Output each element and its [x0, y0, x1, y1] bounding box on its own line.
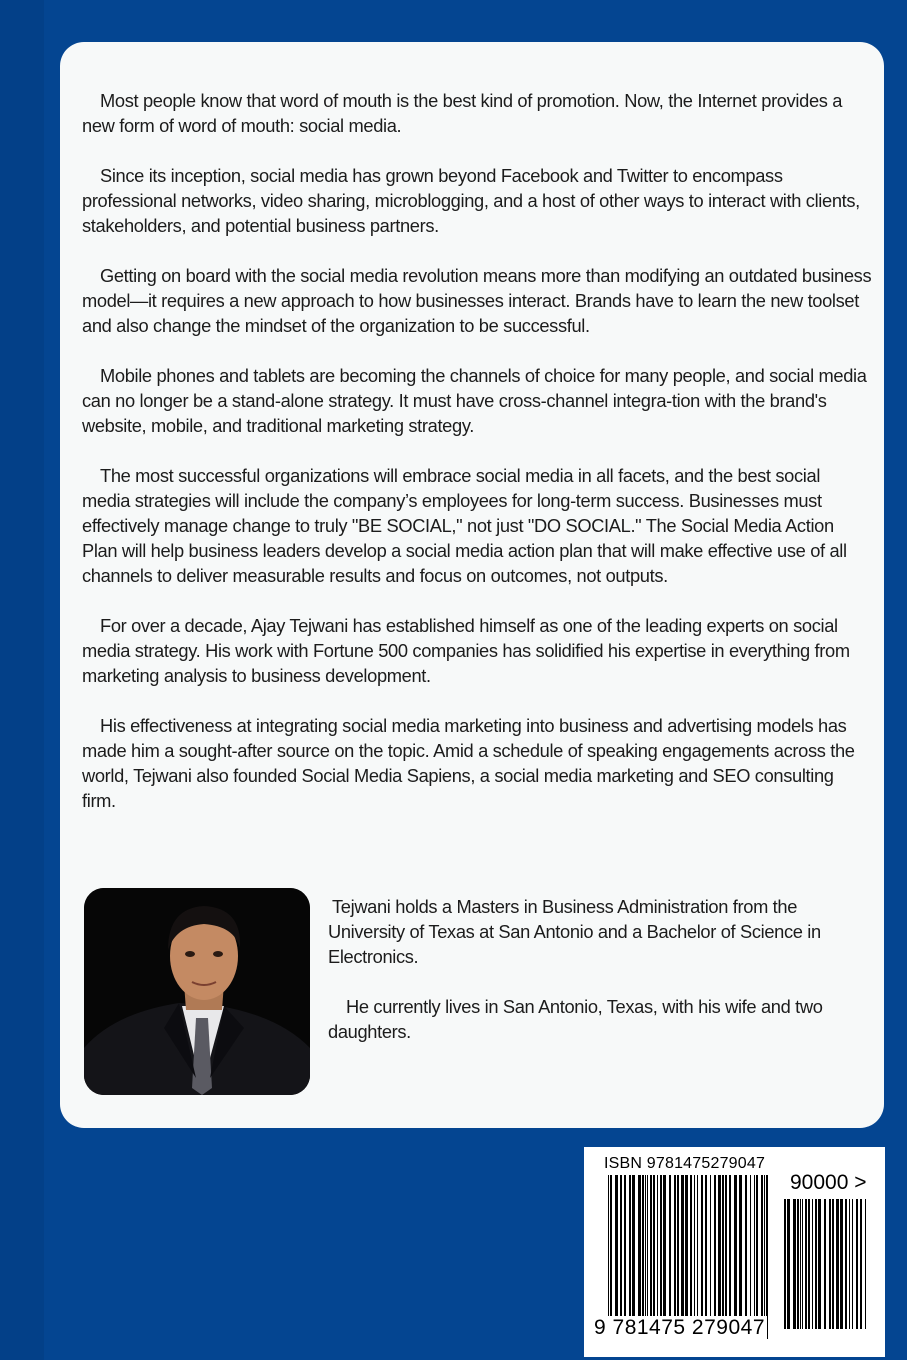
barcode-bar — [756, 1175, 758, 1339]
price-code: 90000 > — [790, 1171, 867, 1194]
barcode-bar — [624, 1175, 626, 1339]
author-photo — [84, 888, 310, 1095]
barcode-bar — [824, 1199, 826, 1329]
barcode-bar — [653, 1175, 655, 1339]
barcode-bar — [849, 1199, 850, 1329]
author-portrait-illustration — [84, 888, 310, 1095]
barcode-bar — [647, 1175, 648, 1339]
barcode-bar — [714, 1175, 716, 1339]
barcode-bar — [784, 1199, 786, 1329]
author-bio — [328, 894, 848, 1069]
paragraph: Mobile phones and tablets are becoming the channels of choice for many people, and social media can no longer be a stand-alone strategy. It must have cross-channel integra-tion with the brand's website, mobile, and traditional marketing strategy. — [82, 365, 867, 436]
barcode-bar — [632, 1175, 635, 1339]
barcode-bar — [620, 1175, 622, 1339]
barcode-bar — [812, 1199, 813, 1329]
spine-shade — [0, 0, 44, 1360]
barcode-bar — [629, 1175, 631, 1339]
barcode-bar — [865, 1199, 866, 1329]
barcode-bar — [836, 1199, 839, 1329]
barcode-bar — [610, 1175, 612, 1339]
barcode-bar — [797, 1199, 799, 1329]
paragraph: For over a decade, Ajay Tejwani has established himself as one of the leading experts on social media strategy. His work with Fortune 500 companies has solidified his expertise in everything from marketing analysis to business development. — [82, 615, 850, 686]
barcode-bar — [852, 1199, 853, 1329]
barcode-bar — [710, 1175, 711, 1339]
barcode-bar — [860, 1199, 862, 1329]
barcode-bar — [802, 1199, 803, 1329]
barcode-bar — [808, 1199, 810, 1329]
barcode-bar — [745, 1175, 747, 1339]
description-panel — [60, 42, 884, 1128]
barcode-bar — [766, 1175, 768, 1339]
barcode-bar — [690, 1175, 692, 1339]
barcode-bar — [805, 1199, 807, 1329]
barcode-bar — [754, 1175, 755, 1339]
isbn-digits: 9 781475 279047 — [594, 1316, 765, 1339]
barcode-bar — [701, 1175, 703, 1339]
bio-paragraph: Tejwani holds a Masters in Business Administration from the University of Texas at San Antonio and a Bachelor of Science in Electronics. — [328, 896, 821, 967]
barcode-bar — [725, 1175, 727, 1339]
barcode-bar — [761, 1175, 763, 1339]
barcode-bar — [800, 1199, 801, 1329]
barcode-bar — [608, 1175, 609, 1339]
barcode-bar — [615, 1175, 618, 1339]
barcode-bar — [818, 1199, 821, 1329]
isbn-label: ISBN 9781475279047 — [604, 1155, 766, 1172]
barcode-bar — [681, 1175, 684, 1339]
barcode-bar — [845, 1199, 847, 1329]
barcode-bar — [840, 1199, 843, 1329]
barcode-bar — [642, 1175, 644, 1339]
barcode-bar — [660, 1175, 662, 1339]
barcode-bar — [764, 1175, 765, 1339]
barcode-bar — [705, 1175, 707, 1339]
barcode-bar — [787, 1199, 790, 1329]
barcode-bar — [832, 1199, 834, 1329]
barcode-bar — [729, 1175, 731, 1339]
description-text — [82, 88, 872, 838]
barcode-bar — [677, 1175, 679, 1339]
bio-paragraph: He currently lives in San Antonio, Texas, with his wife and two daughters. — [328, 996, 823, 1042]
paragraph: The most successful organizations will embrace social media in all facets, and the best social media strategies will include the company’s employees for long-term success. Businesses must effectively manage change to truly "BE SOCIAL," not just "DO SOCIAL." The Social Media Action Plan will help business leaders develop a social media action plan that will make effective use of all channels to deliver measurable results and focus on outcomes, not outputs. — [82, 465, 847, 586]
barcode-bar — [657, 1175, 658, 1339]
barcode-bar — [697, 1175, 698, 1339]
barcode-bar — [694, 1175, 695, 1339]
barcode-bar — [739, 1175, 742, 1339]
barcode-bar — [645, 1175, 646, 1339]
isbn-barcode — [584, 1147, 885, 1357]
paragraph: Most people know that word of mouth is the best kind of promotion. Now, the Internet provides a new form of word of mouth: social media. — [82, 90, 843, 136]
barcode-bar — [815, 1199, 817, 1329]
barcode-bar — [674, 1175, 676, 1339]
barcode-bar — [669, 1175, 671, 1339]
paragraph: Getting on board with the social media revolution means more than modifying an outdated business model—it requires a new approach to how businesses interact. Brands have to learn the new toolset and also change the mindset of the organization to be successful. — [82, 265, 872, 336]
barcode-bar — [856, 1199, 858, 1329]
barcode-bar — [829, 1199, 831, 1329]
barcode-bar — [722, 1175, 724, 1339]
barcode-bar — [793, 1199, 796, 1329]
barcode-bar — [718, 1175, 721, 1339]
paragraph: His effectiveness at integrating social media marketing into business and advertising models has made him a sought-after source on the topic. Amid a schedule of speaking engagements across the world, Tejwani also founded Social Media Sapiens, a social media marketing and SEO consulting firm. — [82, 715, 855, 811]
barcode-bar — [650, 1175, 652, 1339]
barcode-bar — [638, 1175, 641, 1339]
barcode-bar — [750, 1175, 751, 1339]
barcode-bar — [734, 1175, 737, 1339]
barcode-bar — [685, 1175, 688, 1339]
barcode-bar — [663, 1175, 666, 1339]
paragraph: Since its inception, social media has grown beyond Facebook and Twitter to encompass professional networks, video sharing, microblogging, and a host of other ways to interact with clients, stakeholders, and potential business partners. — [82, 165, 860, 236]
